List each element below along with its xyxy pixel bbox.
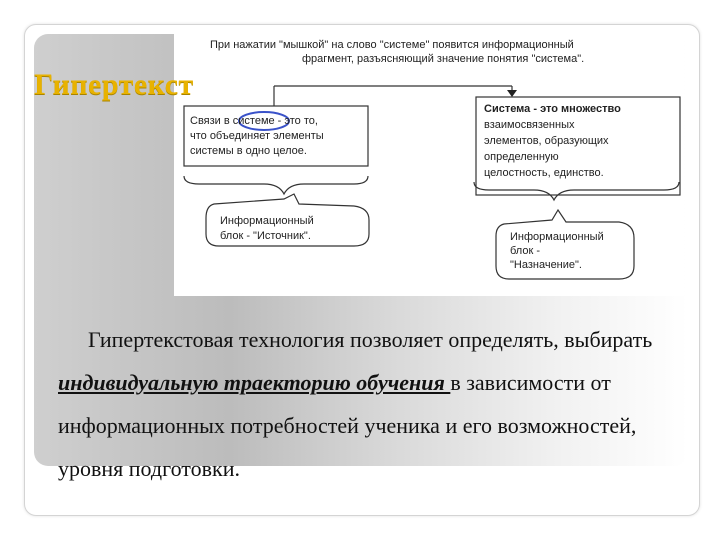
left-box-text-before: Связи в: [190, 115, 233, 127]
left-callout-line-2: блок - "Источник".: [220, 230, 311, 242]
right-box-line-5: целостность, единство.: [484, 167, 604, 179]
right-box-line-3: элементов, образующих: [484, 135, 609, 147]
diagram-graphics: [174, 34, 684, 296]
emphasized-phrase: индивидуальную траекторию обучения: [58, 370, 451, 395]
arrow-head-icon: [507, 90, 517, 97]
right-callout-line-1: Информационный: [510, 231, 604, 243]
right-box-line-1: Система - это множество: [484, 103, 621, 115]
right-box-line-2: взаимосвязенных: [484, 119, 575, 131]
left-box-line-1: [190, 114, 318, 128]
left-box-line-2: что объединяет элементы: [190, 130, 324, 142]
body-text-start: Гипертекстовая технология позволяет определять, выбирать: [88, 327, 653, 352]
hypertext-diagram: [174, 34, 684, 296]
hyperlink-word-sistemе[interactable]: системе: [232, 115, 275, 127]
right-callout-line-3: "Назначение".: [510, 259, 582, 271]
slide-title: Гипертекст: [34, 68, 194, 101]
diagram-caption-line-2: фрагмент, разъясняющий значение понятия "система".: [302, 53, 585, 65]
body-text-end: в зависимости от информационных потребностей ученика и его возможностей, уровня подготовки.: [58, 370, 637, 481]
right-callout-line-2: блок -: [510, 245, 540, 257]
body-paragraph: [58, 318, 698, 490]
right-box-line-4: определенную: [484, 151, 559, 163]
left-box-text-after: - это то,: [274, 115, 318, 127]
diagram-caption-line-1: При нажатии "мышкой" на слово "системе" появится информационный: [210, 39, 574, 51]
left-callout-line-1: Информационный: [220, 215, 314, 227]
left-box-line-3: системы в одно целое.: [190, 145, 307, 157]
left-brace: [184, 176, 368, 194]
